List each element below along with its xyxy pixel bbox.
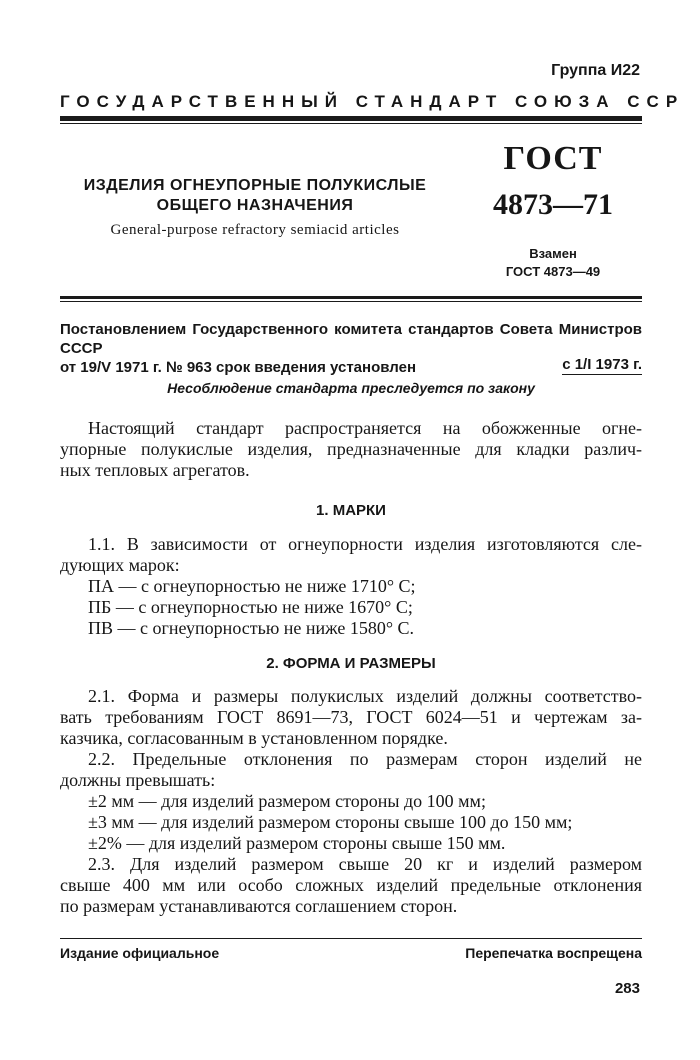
law-notice: Несоблюдение стандарта преследуется по закону <box>167 380 535 396</box>
intro-line-1: Настоящий стандарт распространяется на обожженные огне- <box>88 418 642 438</box>
clause-2-1-line-1: 2.1. Форма и размеры полукислых изделий должны соответство- <box>88 686 642 706</box>
gost-word: ГОСТ <box>503 140 603 177</box>
clause-2-2-line-2: должны превышать: <box>60 770 216 790</box>
clause-2-1 <box>60 686 642 749</box>
decree-line-1: Постановлением Государственного комитета стандартов Совета Министров СССР <box>60 321 642 357</box>
clause-2-2-line-1: 2.2. Предельные отклонения по размерам сторон изделий не <box>88 749 642 769</box>
section-1-heading: 1. МАРКИ <box>316 502 386 519</box>
intro-line-3: ных тепловых агрегатов. <box>60 460 250 480</box>
title-rule-thick <box>60 296 642 299</box>
header-rule-thin <box>60 123 642 124</box>
title-rule-thin <box>60 301 642 302</box>
decree-line-2: от 19/V 1971 г. № 963 срок введения установлен <box>60 359 417 376</box>
clause-1-1 <box>60 534 642 576</box>
replaces-value: ГОСТ 4873—49 <box>505 264 601 279</box>
group-label: Группа И22 <box>551 62 640 79</box>
section-2-heading: 2. ФОРМА И РАЗМЕРЫ <box>266 655 436 672</box>
gost-number: 4873—71 <box>493 188 613 221</box>
official-edition: Издание официальное <box>60 945 220 961</box>
clause-2-3-line-3: по размерам устанавливаются соглашением сторон. <box>60 896 458 916</box>
clause-2-3-line-2: свыше 400 мм или особо сложных изделий предельные отклонения <box>60 875 642 895</box>
page-number: 283 <box>614 980 640 997</box>
tolerance-item: ±2 мм — для изделий размером стороны до 100 мм; <box>88 791 486 811</box>
state-standard-text: ГОСУДАРСТВЕННЫЙ СТАНДАРТ СОЮЗА ССР <box>60 92 685 111</box>
title-english: General-purpose refractory semiacid articles <box>110 222 400 238</box>
tolerance-item: ±3 мм — для изделий размером стороны свыше 100 до 150 мм; <box>88 812 573 832</box>
tolerance-item: ±2% — для изделий размером стороны свыше 150 мм. <box>88 833 506 853</box>
title-line-2: ОБЩЕГО НАЗНАЧЕНИЯ <box>156 197 354 214</box>
clause-2-2 <box>60 749 642 791</box>
clause-1-1-line-2: дующих марок: <box>60 555 180 575</box>
clause-2-3-line-1: 2.3. Для изделий размером свыше 20 кг и изделий размером <box>88 854 642 874</box>
decree-text <box>60 320 642 377</box>
standard-title <box>80 176 430 239</box>
state-standard-heading <box>60 92 685 112</box>
clause-2-3 <box>60 854 642 917</box>
intro-line-2: упорные полукислые изделия, предназначенные для кладки различ- <box>60 439 642 459</box>
reprint-prohibited: Перепечатка воспрещена <box>465 945 642 961</box>
grade-pa: ПА — с огнеупорностью не ниже 1710° С; <box>88 576 416 596</box>
title-line-1: ИЗДЕЛИЯ ОГНЕУПОРНЫЕ ПОЛУКИСЛЫЕ <box>83 177 427 194</box>
footer-rule <box>60 938 642 939</box>
clause-2-1-line-3: казчика, согласованным в установленном порядке. <box>60 728 448 748</box>
intro-paragraph <box>60 418 642 481</box>
clause-1-1-line-1: 1.1. В зависимости от огнеупорности изделия изготовляются сле- <box>88 534 642 554</box>
effective-date: с 1/I 1973 г. <box>562 356 642 373</box>
grade-pb: ПБ — с огнеупорностью не ниже 1670° С; <box>88 597 413 617</box>
gost-designation <box>478 140 628 280</box>
clause-2-1-line-2: вать требованиям ГОСТ 8691—73, ГОСТ 6024—51 и чертежам за- <box>60 707 642 727</box>
replaces-label: Взамен <box>529 246 577 261</box>
header-rule-thick <box>60 116 642 121</box>
grade-pv: ПВ — с огнеупорностью не ниже 1580° С. <box>88 618 415 638</box>
